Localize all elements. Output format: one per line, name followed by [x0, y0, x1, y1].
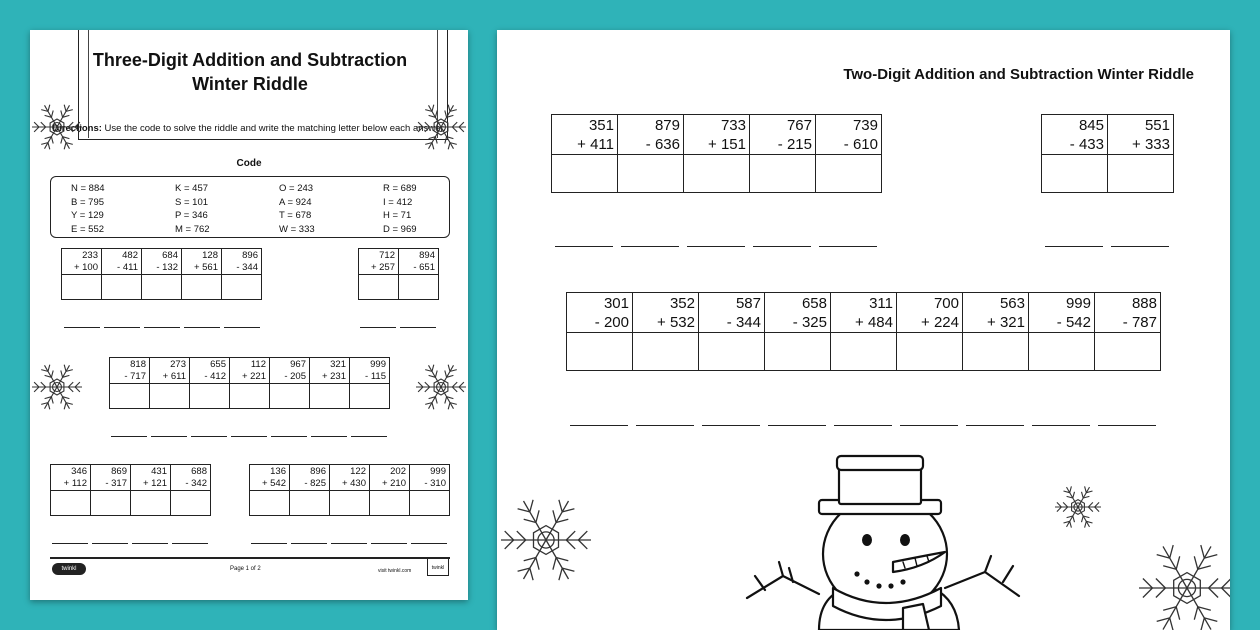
problem-group — [61, 248, 262, 300]
answer-line[interactable] — [151, 436, 187, 437]
answer-line[interactable] — [52, 543, 88, 544]
answer-box[interactable] — [399, 275, 439, 300]
answer-box[interactable] — [410, 491, 450, 516]
operation-number: - 787 — [1122, 314, 1157, 331]
directions — [50, 122, 448, 135]
directions-label: Directions: — [52, 123, 102, 134]
problem-cell — [330, 465, 370, 491]
problem-group — [249, 464, 450, 516]
title-line-1: Three-Digit Addition and Subtraction — [92, 50, 408, 70]
answer-box[interactable] — [370, 491, 410, 516]
problem-table — [61, 248, 262, 300]
answer-line[interactable] — [687, 246, 745, 247]
problem-cell — [91, 465, 131, 491]
answer-line[interactable] — [834, 425, 892, 426]
operation-number: - 411 — [117, 262, 138, 273]
first-number: 869 — [111, 466, 127, 477]
first-number: 999 — [430, 466, 446, 477]
answer-line[interactable] — [351, 436, 387, 437]
problem-cell — [765, 293, 831, 333]
problem-cell — [1042, 115, 1108, 155]
first-number: 273 — [170, 359, 186, 370]
operation-number: - 433 — [1069, 136, 1104, 153]
problem-cell — [190, 358, 230, 384]
problem-group — [1041, 114, 1174, 193]
code-heading: Code — [236, 158, 262, 169]
answer-box[interactable] — [142, 275, 182, 300]
first-number: 112 — [250, 359, 266, 370]
code-box — [50, 176, 450, 238]
directions-text: Use the code to solve the riddle and write the matching letter below each answer. — [101, 123, 446, 134]
operation-number: - 115 — [365, 371, 386, 382]
worksheet-page-1 — [30, 30, 468, 600]
answer-line[interactable] — [132, 543, 168, 544]
first-number: 896 — [242, 250, 258, 261]
snowflake-icon — [499, 478, 593, 602]
problem-cell — [131, 465, 171, 491]
answer-box[interactable] — [1095, 333, 1161, 371]
operation-number: - 636 — [645, 136, 680, 153]
problem-cell — [552, 115, 618, 155]
visit-link: visit twinkl.com — [378, 568, 412, 574]
operation-number: - 542 — [1056, 314, 1091, 331]
operation-number: + 611 — [162, 371, 186, 382]
answer-line[interactable] — [819, 246, 877, 247]
operation-number: + 484 — [855, 314, 893, 331]
answer-line[interactable] — [64, 327, 100, 328]
snowflake-icon — [414, 352, 468, 422]
answer-box[interactable] — [190, 384, 230, 409]
problem-cell — [171, 465, 211, 491]
answer-box[interactable] — [618, 155, 684, 193]
answer-box[interactable] — [633, 333, 699, 371]
first-number: 301 — [603, 295, 629, 312]
first-number: 311 — [869, 295, 893, 312]
code-column — [279, 182, 315, 236]
problem-table — [551, 114, 882, 193]
problem-table — [358, 248, 439, 300]
snowflake-icon — [1137, 538, 1230, 630]
first-number: 655 — [210, 359, 226, 370]
answer-box[interactable] — [131, 491, 171, 516]
operation-number: - 325 — [792, 314, 827, 331]
answer-line[interactable] — [753, 246, 811, 247]
first-number: 587 — [735, 295, 761, 312]
answer-line[interactable] — [311, 436, 347, 437]
problem-cell — [150, 358, 190, 384]
operation-number: - 200 — [594, 314, 629, 331]
first-number: 128 — [202, 250, 218, 261]
answer-box[interactable] — [182, 275, 222, 300]
problem-cell — [633, 293, 699, 333]
operation-number: - 215 — [777, 136, 812, 153]
answer-box[interactable] — [290, 491, 330, 516]
problem-table — [109, 357, 390, 409]
operation-number: + 321 — [987, 314, 1025, 331]
code-entry: O = 243 — [279, 183, 314, 194]
answer-box[interactable] — [1042, 155, 1108, 193]
operation-number: + 561 — [193, 262, 218, 273]
answer-line[interactable] — [271, 436, 307, 437]
first-number: 818 — [130, 359, 146, 370]
answer-line[interactable] — [371, 543, 407, 544]
problem-cell — [699, 293, 765, 333]
problem-cell — [62, 249, 102, 275]
problem-cell — [618, 115, 684, 155]
problem-cell — [567, 293, 633, 333]
first-number: 767 — [786, 117, 812, 134]
first-number: 321 — [330, 359, 346, 370]
worksheet-title — [90, 48, 410, 96]
problem-cell — [399, 249, 439, 275]
problem-cell — [1108, 115, 1174, 155]
code-entry: T = 678 — [279, 210, 312, 221]
problem-cell — [182, 249, 222, 275]
code-column — [175, 182, 210, 236]
code-entry: A = 924 — [279, 196, 312, 208]
code-entry: K = 457 — [175, 183, 209, 194]
page-number: Page 1 of 2 — [230, 566, 261, 572]
first-number: 845 — [1078, 117, 1104, 134]
problem-cell — [250, 465, 290, 491]
operation-number: + 100 — [73, 262, 98, 273]
code-entry: R = 689 — [383, 183, 417, 194]
code-entry: D = 969 — [383, 223, 417, 235]
answer-box[interactable] — [699, 333, 765, 371]
code-entry: E = 552 — [71, 223, 105, 235]
answer-box[interactable] — [567, 333, 633, 371]
problem-cell — [831, 293, 897, 333]
answer-line[interactable] — [231, 436, 267, 437]
twinkl-badge: twinkl — [427, 558, 449, 576]
operation-number: - 412 — [204, 371, 226, 382]
answer-line[interactable] — [768, 425, 826, 426]
first-number: 431 — [151, 466, 167, 477]
code-entry: Y = 129 — [71, 210, 104, 221]
problem-cell — [1095, 293, 1161, 333]
operation-number: + 151 — [708, 136, 746, 153]
answer-line[interactable] — [1045, 246, 1103, 247]
problem-cell — [359, 249, 399, 275]
footer-rule — [50, 557, 450, 559]
first-number: 967 — [290, 359, 306, 370]
operation-number: + 411 — [577, 136, 614, 153]
snowflake-icon — [30, 92, 84, 162]
operation-number: + 542 — [261, 478, 286, 489]
problem-table — [1041, 114, 1174, 193]
operation-number: + 121 — [142, 478, 167, 489]
problem-cell — [51, 465, 91, 491]
problem-cell — [410, 465, 450, 491]
operation-number: - 825 — [304, 478, 326, 489]
answer-box[interactable] — [816, 155, 882, 193]
code-entry: B = 795 — [71, 196, 105, 208]
problem-table — [50, 464, 211, 516]
first-number: 482 — [122, 250, 138, 261]
first-number: 688 — [191, 466, 207, 477]
answer-box[interactable] — [150, 384, 190, 409]
first-number: 888 — [1131, 295, 1157, 312]
problem-cell — [350, 358, 390, 384]
answer-line[interactable] — [191, 436, 227, 437]
answer-box[interactable] — [62, 275, 102, 300]
first-number: 551 — [1144, 117, 1170, 134]
first-number: 351 — [588, 117, 614, 134]
answer-box[interactable] — [684, 155, 750, 193]
answer-box[interactable] — [1029, 333, 1095, 371]
answer-line[interactable] — [900, 425, 958, 426]
answer-line[interactable] — [400, 327, 436, 328]
first-number: 733 — [720, 117, 746, 134]
code-entry: N = 884 — [71, 183, 105, 194]
problem-cell — [110, 358, 150, 384]
problem-cell — [684, 115, 750, 155]
operation-number: - 717 — [124, 371, 146, 382]
answer-box[interactable] — [91, 491, 131, 516]
first-number: 712 — [379, 250, 395, 261]
operation-number: + 112 — [63, 478, 87, 489]
first-number: 879 — [654, 117, 680, 134]
answer-box[interactable] — [330, 491, 370, 516]
operation-number: - 310 — [424, 478, 446, 489]
answer-line[interactable] — [702, 425, 760, 426]
answer-box[interactable] — [350, 384, 390, 409]
answer-box[interactable] — [110, 384, 150, 409]
first-number: 122 — [350, 466, 366, 477]
answer-line[interactable] — [224, 327, 260, 328]
first-number: 739 — [852, 117, 878, 134]
first-number: 658 — [801, 295, 827, 312]
code-entry: I = 412 — [383, 196, 413, 208]
snowflake-icon — [30, 352, 84, 422]
operation-number: + 257 — [370, 262, 395, 273]
operation-number: - 317 — [105, 478, 127, 489]
operation-number: + 221 — [241, 371, 266, 382]
problem-cell — [222, 249, 262, 275]
code-entry: S = 101 — [175, 196, 209, 208]
answer-box[interactable] — [230, 384, 270, 409]
problem-table — [249, 464, 450, 516]
problem-group — [358, 248, 439, 300]
problem-cell — [270, 358, 310, 384]
problem-group — [566, 292, 1161, 371]
answer-line[interactable] — [291, 543, 327, 544]
problem-cell — [230, 358, 270, 384]
answer-box[interactable] — [1108, 155, 1174, 193]
problem-cell — [102, 249, 142, 275]
first-number: 136 — [270, 466, 286, 477]
code-entry: M = 762 — [175, 223, 210, 235]
operation-number: - 610 — [843, 136, 878, 153]
first-number: 202 — [390, 466, 406, 477]
first-number: 684 — [162, 250, 178, 261]
answer-line[interactable] — [570, 425, 628, 426]
twinkl-logo: twinkl — [52, 563, 86, 575]
answer-line[interactable] — [331, 543, 367, 544]
snowflake-icon — [414, 92, 468, 162]
answer-line[interactable] — [621, 246, 679, 247]
problem-cell — [1029, 293, 1095, 333]
operation-number: + 333 — [1132, 136, 1170, 153]
answer-line[interactable] — [1111, 246, 1169, 247]
worksheet-title: Two-Digit Addition and Subtraction Winter Riddle — [843, 66, 1194, 83]
problem-group — [109, 357, 390, 409]
operation-number: - 651 — [413, 262, 435, 273]
operation-number: + 224 — [921, 314, 959, 331]
problem-table — [566, 292, 1161, 371]
answer-line[interactable] — [360, 327, 396, 328]
answer-line[interactable] — [1032, 425, 1090, 426]
first-number: 896 — [310, 466, 326, 477]
answer-line[interactable] — [111, 436, 147, 437]
answer-line[interactable] — [411, 543, 447, 544]
answer-line[interactable] — [104, 327, 140, 328]
answer-line[interactable] — [172, 543, 208, 544]
answer-line[interactable] — [1098, 425, 1156, 426]
first-number: 563 — [999, 295, 1025, 312]
first-number: 352 — [669, 295, 695, 312]
answer-box[interactable] — [310, 384, 350, 409]
answer-box[interactable] — [171, 491, 211, 516]
first-number: 233 — [82, 250, 98, 261]
answer-box[interactable] — [359, 275, 399, 300]
problem-cell — [963, 293, 1029, 333]
problem-cell — [897, 293, 963, 333]
answer-line[interactable] — [636, 425, 694, 426]
code-column — [383, 182, 417, 236]
operation-number: - 342 — [185, 478, 207, 489]
operation-number: + 532 — [657, 314, 695, 331]
answer-line[interactable] — [184, 327, 220, 328]
operation-number: - 132 — [156, 262, 178, 273]
answer-box[interactable] — [222, 275, 262, 300]
answer-box[interactable] — [552, 155, 618, 193]
answer-box[interactable] — [963, 333, 1029, 371]
operation-number: + 430 — [341, 478, 366, 489]
worksheet-page-2 — [497, 30, 1230, 630]
answer-box[interactable] — [250, 491, 290, 516]
answer-box[interactable] — [897, 333, 963, 371]
problem-cell — [370, 465, 410, 491]
answer-box[interactable] — [102, 275, 142, 300]
first-number: 999 — [370, 359, 386, 370]
title-line-2: Winter Riddle — [192, 74, 308, 94]
first-number: 346 — [71, 466, 87, 477]
snowman-illustration — [733, 448, 1033, 630]
first-number: 894 — [419, 250, 435, 261]
problem-cell — [142, 249, 182, 275]
problem-cell — [750, 115, 816, 155]
problem-cell — [310, 358, 350, 384]
answer-box[interactable] — [270, 384, 310, 409]
problem-cell — [816, 115, 882, 155]
answer-line[interactable] — [144, 327, 180, 328]
code-column — [71, 182, 105, 236]
answer-line[interactable] — [966, 425, 1024, 426]
answer-line[interactable] — [92, 543, 128, 544]
problem-cell — [290, 465, 330, 491]
answer-line[interactable] — [555, 246, 613, 247]
code-entry: W = 333 — [279, 223, 315, 235]
problem-group — [50, 464, 211, 516]
answer-box[interactable] — [831, 333, 897, 371]
first-number: 700 — [933, 295, 959, 312]
operation-number: - 344 — [726, 314, 761, 331]
problem-group — [551, 114, 882, 193]
snowflake-icon — [1053, 478, 1103, 536]
first-number: 999 — [1065, 295, 1091, 312]
answer-line[interactable] — [251, 543, 287, 544]
operation-number: + 231 — [321, 371, 346, 382]
operation-number: - 205 — [284, 371, 306, 382]
code-entry: P = 346 — [175, 210, 208, 221]
operation-number: - 344 — [236, 262, 258, 273]
answer-box[interactable] — [765, 333, 831, 371]
answer-box[interactable] — [51, 491, 91, 516]
operation-number: + 210 — [381, 478, 406, 489]
code-entry: H = 71 — [383, 210, 412, 221]
answer-box[interactable] — [750, 155, 816, 193]
